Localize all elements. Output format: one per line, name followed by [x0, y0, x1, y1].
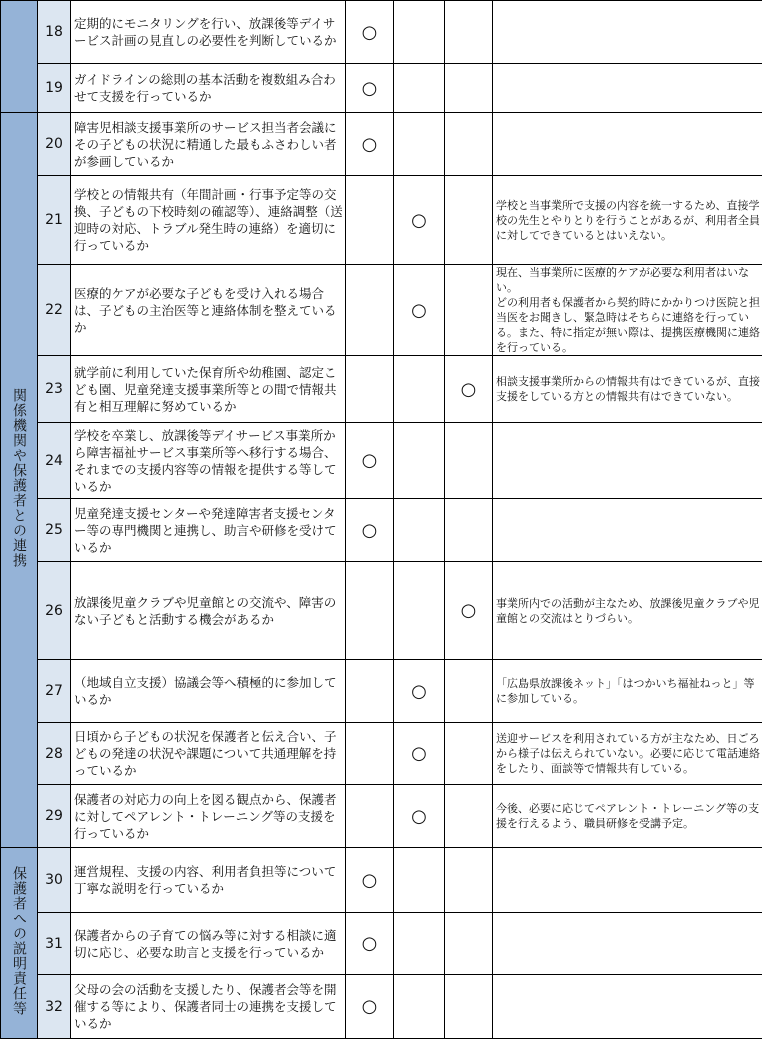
row-number: 22: [38, 265, 71, 356]
answer-yes: ○: [346, 64, 394, 113]
improvement-note: [493, 1, 762, 64]
answer-no: [394, 1, 445, 64]
item-text: 障害児相談支援事業所のサービス担当者会議にその子どもの状況に精通した最もふさわしい者が参画しているか: [71, 113, 346, 176]
improvement-note: 事業所内での活動が主なため、放課後児童クラブや児童館との交流はとりづらい。: [493, 562, 762, 660]
answer-no: [394, 356, 445, 423]
table-row: [1, 265, 762, 356]
answer-unsure: [445, 423, 493, 499]
table-row: [1, 499, 762, 562]
category-accountability: [1, 848, 38, 1039]
improvement-note: 「広島県放課後ネット」「はつかいち福祉ねっと」等に参加している。: [493, 660, 762, 723]
row-number: 20: [38, 113, 71, 176]
answer-unsure: [445, 723, 493, 785]
category-relations: [1, 113, 38, 848]
improvement-note: 学校と当事業所で支援の内容を統一するため、直接学校の先生とやりとりを行うことがあるが、利用者全員に対してできているとはいえない。: [493, 176, 762, 265]
improvement-note: [493, 499, 762, 562]
improvement-note: [493, 423, 762, 499]
answer-no: [394, 975, 445, 1039]
category-cell-previous: [1, 1, 38, 113]
table-row: [1, 723, 762, 785]
answer-no: [394, 848, 445, 913]
answer-unsure: [445, 176, 493, 265]
answer-yes: ○: [346, 1, 394, 64]
improvement-note: 今後、必要に応じてペアレント・トレーニング等の支援を行えるよう、職員研修を受講予定。: [493, 785, 762, 848]
table-row: [1, 64, 762, 113]
table-row: [1, 423, 762, 499]
answer-no: ○: [394, 265, 445, 356]
improvement-note: 現在、当事業所に医療的ケアが必要な利用者はいない。 どの利用者も保護者から契約時にかかりつけ医院と担当医をお聞きし、緊急時はそちらに連絡を行っている。また、特に指定が無い際は、提携医療機関に連絡を行っている。: [493, 265, 762, 356]
item-text: 運営規程、支援の内容、利用者負担等について丁寧な説明を行っているか: [71, 848, 346, 913]
answer-no: [394, 113, 445, 176]
answer-unsure: [445, 913, 493, 975]
item-text: ガイドラインの総則の基本活動を複数組み合わせて支援を行っているか: [71, 64, 346, 113]
answer-yes: [346, 356, 394, 423]
answer-no: [394, 499, 445, 562]
improvement-note: [493, 913, 762, 975]
item-text: 就学前に利用していた保育所や幼稚園、認定こども園、児童発達支援事業所等との間で情報共有と相互理解に努めているか: [71, 356, 346, 423]
table-row: [1, 975, 762, 1039]
category-label: 関係機関や保護者との連携: [11, 388, 27, 568]
row-number: 21: [38, 176, 71, 265]
row-number: 29: [38, 785, 71, 848]
answer-unsure: ○: [445, 562, 493, 660]
row-number: 27: [38, 660, 71, 723]
answer-yes: ○: [346, 499, 394, 562]
answer-unsure: [445, 1, 493, 64]
answer-unsure: [445, 785, 493, 848]
table-row: [1, 660, 762, 723]
improvement-note: [493, 975, 762, 1039]
item-text: 定期的にモニタリングを行い、放課後等デイサービス計画の見直しの必要性を判断しているか: [71, 1, 346, 64]
row-number: 30: [38, 848, 71, 913]
category-label: 保護者への説明責任等: [11, 866, 27, 1016]
item-text: 学校との情報共有（年間計画・行事予定等の交換、子どもの下校時刻の確認等）、連絡調整（送迎時の対応、トラブル発生時の連絡）を適切に行っているか: [71, 176, 346, 265]
answer-yes: [346, 562, 394, 660]
table-row: [1, 176, 762, 265]
answer-yes: ○: [346, 913, 394, 975]
improvement-note: [493, 848, 762, 913]
answer-unsure: [445, 660, 493, 723]
answer-yes: ○: [346, 423, 394, 499]
item-text: 学校を卒業し、放課後等デイサービス事業所から障害福祉サービス事業所等へ移行する場合、それまでの支援内容等の情報を提供する等しているか: [71, 423, 346, 499]
answer-no: ○: [394, 723, 445, 785]
row-number: 24: [38, 423, 71, 499]
answer-yes: [346, 785, 394, 848]
row-number: 28: [38, 723, 71, 785]
answer-yes: ○: [346, 975, 394, 1039]
item-text: 父母の会の活動を支援したり、保護者会等を開催する等により、保護者同士の連携を支援しているか: [71, 975, 346, 1039]
answer-no: [394, 562, 445, 660]
row-number: 32: [38, 975, 71, 1039]
table-row: [1, 113, 762, 176]
row-number: 23: [38, 356, 71, 423]
answer-unsure: [445, 975, 493, 1039]
improvement-note: 相談支援事業所からの情報共有はできているが、直接支援をしている方との情報共有はできていない。: [493, 356, 762, 423]
table-row: [1, 1, 762, 64]
answer-yes: [346, 660, 394, 723]
table-row: [1, 356, 762, 423]
item-text: 児童発達支援センターや発達障害者支援センター等の専門機関と連携し、助言や研修を受けているか: [71, 499, 346, 562]
row-number: 31: [38, 913, 71, 975]
table-row: [1, 848, 762, 913]
row-number: 26: [38, 562, 71, 660]
row-number: 18: [38, 1, 71, 64]
answer-no: ○: [394, 660, 445, 723]
answer-no: [394, 913, 445, 975]
item-text: 放課後児童クラブや児童館との交流や、障害のない子どもと活動する機会があるか: [71, 562, 346, 660]
improvement-note: 送迎サービスを利用されている方が主なため、日ごろから様子は伝えられていない。必要に応じて電話連絡をしたり、面談等で情報共有している。: [493, 723, 762, 785]
answer-no: [394, 423, 445, 499]
row-number: 25: [38, 499, 71, 562]
answer-yes: [346, 723, 394, 785]
item-text: 保護者の対応力の向上を図る観点から、保護者に対してペアレント・トレーニング等の支援を行っているか: [71, 785, 346, 848]
answer-yes: ○: [346, 848, 394, 913]
row-number: 19: [38, 64, 71, 113]
answer-no: ○: [394, 176, 445, 265]
answer-unsure: [445, 265, 493, 356]
improvement-note: [493, 113, 762, 176]
table-row: [1, 562, 762, 660]
answer-no: ○: [394, 785, 445, 848]
improvement-note: [493, 64, 762, 113]
item-text: （地域自立支援）協議会等へ積極的に参加しているか: [71, 660, 346, 723]
answer-unsure: [445, 113, 493, 176]
answer-yes: [346, 265, 394, 356]
table-row: [1, 785, 762, 848]
answer-unsure: ○: [445, 356, 493, 423]
answer-yes: [346, 176, 394, 265]
answer-yes: ○: [346, 113, 394, 176]
answer-unsure: [445, 499, 493, 562]
table-row: [1, 913, 762, 975]
answer-no: [394, 64, 445, 113]
answer-unsure: [445, 848, 493, 913]
answer-unsure: [445, 64, 493, 113]
item-text: 日頃から子どもの状況を保護者と伝え合い、子どもの発達の状況や課題について共通理解を持っているか: [71, 723, 346, 785]
item-text: 医療的ケアが必要な子どもを受け入れる場合は、子どもの主治医等と連絡体制を整えているか: [71, 265, 346, 356]
item-text: 保護者からの子育ての悩み等に対する相談に適切に応じ、必要な助言と支援を行っているか: [71, 913, 346, 975]
